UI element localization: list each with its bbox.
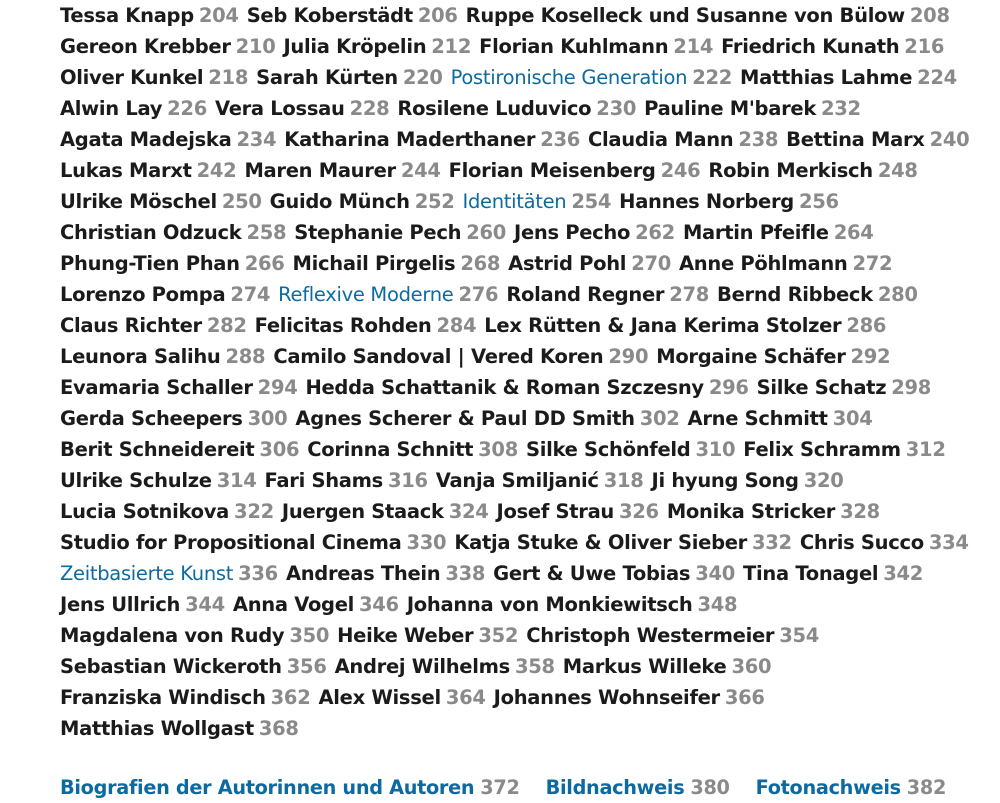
artist-name: Anna Vogel (232, 593, 355, 616)
page-number: 282 (206, 314, 247, 337)
page-number: 278 (669, 283, 710, 306)
index-line (60, 372, 980, 403)
page-number: 216 (904, 35, 945, 58)
artist-name: Franziska Windisch (60, 686, 266, 709)
artist-entry (265, 469, 428, 492)
artist-entry (282, 500, 489, 523)
page-number: 316 (387, 469, 428, 492)
artist-name: Florian Kuhlmann (479, 35, 669, 58)
page-number: 352 (478, 624, 519, 647)
artist-entry (436, 469, 644, 492)
artist-name: Studio for Propositional Cinema (60, 531, 402, 554)
artist-name: Gerda Scheepers (60, 407, 243, 430)
page-number: 224 (917, 66, 957, 89)
page-number: 322 (234, 500, 274, 523)
page-number: 206 (417, 4, 458, 27)
index-line (60, 651, 980, 682)
artist-name: Phung-Tien Phan (60, 252, 240, 275)
artist-name: Ji hyung Song (651, 469, 799, 492)
artist-entry (708, 159, 917, 182)
page-number: 324 (448, 500, 489, 523)
page-number: 244 (400, 159, 441, 182)
artist-entry (305, 376, 748, 399)
page-number: 280 (877, 283, 918, 306)
artist-entry (407, 593, 737, 616)
index-line (60, 248, 980, 279)
index-line (60, 310, 980, 341)
artist-name: Claus Richter (60, 314, 202, 337)
artist-entry (740, 66, 957, 89)
artist-entry (244, 159, 440, 182)
artist-name: Martin Pfeifle (682, 221, 829, 244)
page-number: 248 (877, 159, 918, 182)
back-matter-links (60, 772, 972, 803)
artist-name: Tina Tonagel (743, 562, 879, 585)
artist-name: Katja Stuke & Oliver Sieber (454, 531, 747, 554)
artist-name: Matthias Lahme (740, 66, 913, 89)
artist-name: Magdalena von Rudy (60, 624, 285, 647)
artist-name: Lorenzo Pompa (60, 283, 226, 306)
index-line (60, 589, 980, 620)
index-line (60, 341, 980, 372)
artist-name: Alwin Lay (60, 97, 163, 120)
artist-name: Hannes Norberg (619, 190, 794, 213)
artist-name: Lukas Marxt (60, 159, 192, 182)
artist-entry (60, 376, 297, 399)
artist-name: Sarah Kürten (256, 66, 398, 89)
artist-entry (60, 97, 207, 120)
artist-name: Markus Willeke (562, 655, 727, 678)
page-number: 238 (738, 128, 779, 151)
index-line (60, 527, 980, 558)
artist-entry (786, 128, 969, 151)
page-number: 348 (697, 593, 738, 616)
index-line (60, 279, 980, 310)
artist-entry (233, 593, 399, 616)
page-number: 226 (167, 97, 207, 120)
artist-entry (283, 35, 471, 58)
artist-name: Josef Strau (496, 500, 615, 523)
page-number: 232 (821, 97, 861, 120)
artist-name: Pauline M'barek (644, 97, 816, 120)
artist-entry (652, 469, 844, 492)
artist-name: Andreas Thein (285, 562, 441, 585)
artist-entry (60, 593, 225, 616)
back-matter-link[interactable] (60, 776, 520, 799)
artist-entry (60, 655, 327, 678)
artist-name: Silke Schönfeld (525, 438, 691, 461)
section-title[interactable]: Reflexive Moderne (278, 283, 454, 306)
artist-entry (60, 469, 257, 492)
artist-entry (60, 314, 247, 337)
page-number: 336 (238, 562, 278, 585)
artist-entry (60, 438, 299, 461)
page-number: 346 (359, 593, 399, 616)
page-number: 210 (235, 35, 276, 58)
index-line (60, 713, 980, 744)
artist-entry (60, 624, 329, 647)
artist-entry (337, 624, 518, 647)
page-number: 360 (731, 655, 772, 678)
artist-entry (717, 283, 918, 306)
artist-entry (484, 314, 886, 337)
index-line (60, 434, 980, 465)
artist-entry (508, 252, 671, 275)
artist-name: Lucia Sotnikova (60, 500, 230, 523)
artist-name: Ulrike Schulze (60, 469, 212, 492)
artist-name: Guido Münch (269, 190, 410, 213)
artist-entry (286, 562, 485, 585)
artist-name: Juergen Staack (281, 500, 444, 523)
page-number: 268 (460, 252, 501, 275)
page-number: 274 (230, 283, 271, 306)
page-number: 356 (286, 655, 327, 678)
artist-index-list (60, 0, 980, 744)
artist-entry (295, 407, 679, 430)
artist-entry (60, 221, 286, 244)
artist-entry (60, 159, 236, 182)
back-matter-link[interactable] (546, 776, 730, 799)
page-number: 300 (247, 407, 288, 430)
page-number: 364 (445, 686, 486, 709)
artist-entry (588, 128, 778, 151)
section-entry[interactable] (463, 190, 612, 213)
artist-entry (743, 562, 923, 585)
page-number: 284 (436, 314, 477, 337)
artist-entry (449, 159, 701, 182)
page-number: 240 (929, 128, 970, 151)
page-number: 328 (840, 500, 880, 523)
artist-entry (679, 252, 892, 275)
index-line (60, 31, 980, 62)
artist-entry (60, 66, 248, 89)
artist-entry (335, 655, 555, 678)
artist-name: Florian Meisenberg (448, 159, 656, 182)
page-number: 222 (692, 66, 732, 89)
artist-name: Michail Pirgelis (292, 252, 456, 275)
artist-name: Bettina Marx (786, 128, 925, 151)
artist-entry (60, 686, 310, 709)
artist-entry (526, 438, 735, 461)
artist-entry (60, 500, 274, 523)
artist-entry (494, 686, 765, 709)
page-number: 276 (458, 283, 499, 306)
page-number: 334 (928, 531, 969, 554)
artist-name: Berit Schneidereit (60, 438, 255, 461)
back-matter-title[interactable]: Bildnachweis (545, 776, 685, 799)
artist-entry (800, 531, 969, 554)
back-matter-title[interactable]: Fotonachweis (755, 776, 901, 799)
page-number: 320 (803, 469, 844, 492)
artist-name: Camilo Sandoval | Vered Koren (273, 345, 604, 368)
index-line (60, 217, 980, 248)
artist-name: Agata Madejska (60, 128, 232, 151)
artist-entry (60, 252, 285, 275)
page-number: 330 (406, 531, 447, 554)
artist-entry (60, 190, 262, 213)
section-title[interactable]: Identitäten (462, 190, 567, 213)
index-line (60, 62, 980, 93)
index-line (60, 496, 980, 527)
page-number: 234 (236, 128, 277, 151)
artist-name: Leunora Salihu (60, 345, 221, 368)
page-number: 264 (833, 221, 874, 244)
artist-entry (60, 717, 299, 740)
artist-name: Rosilene Luduvico (397, 97, 592, 120)
artist-name: Lex Rütten & Jana Kerima Stolzer (484, 314, 842, 337)
artist-entry (721, 35, 944, 58)
artist-entry (644, 97, 861, 120)
artist-entry (683, 221, 874, 244)
artist-name: Morgaine Schäfer (656, 345, 846, 368)
page-number: 252 (414, 190, 455, 213)
page-number: 246 (660, 159, 701, 182)
page-number: 380 (690, 776, 730, 799)
artist-name: Gert & Uwe Tobias (493, 562, 691, 585)
page-number: 266 (244, 252, 285, 275)
page-number: 290 (608, 345, 649, 368)
artist-name: Vanja Smiljanić (435, 469, 599, 492)
page-number: 310 (695, 438, 736, 461)
artist-name: Agnes Scherer & Paul DD Smith (295, 407, 635, 430)
page-number: 342 (883, 562, 924, 585)
page-number: 326 (619, 500, 659, 523)
index-line (60, 124, 980, 155)
artist-name: Corinna Schnitt (307, 438, 474, 461)
artist-name: Jens Ullrich (60, 593, 181, 616)
index-line (60, 465, 980, 496)
artist-entry (667, 500, 880, 523)
artist-entry (526, 624, 819, 647)
artist-name: Evamaria Schaller (60, 376, 253, 399)
page-number: 362 (270, 686, 311, 709)
artist-entry (656, 345, 890, 368)
artist-entry (506, 283, 709, 306)
page-number: 236 (540, 128, 580, 151)
index-line (60, 558, 980, 589)
artist-entry (256, 66, 443, 89)
page-number: 262 (635, 221, 675, 244)
artist-name: Arne Schmitt (687, 407, 828, 430)
artist-name: Matthias Wollgast (60, 717, 254, 740)
page-number: 272 (852, 252, 893, 275)
page-number: 314 (216, 469, 257, 492)
page-number: 366 (724, 686, 765, 709)
artist-name: Fari Shams (264, 469, 383, 492)
section-entry[interactable] (451, 66, 732, 89)
index-line (60, 620, 980, 651)
page-number: 288 (225, 345, 266, 368)
page-number: 302 (639, 407, 680, 430)
artist-name: Hedda Schattanik & Roman Szczesny (305, 376, 704, 399)
artist-entry (514, 221, 675, 244)
artist-name: Bernd Ribbeck (717, 283, 873, 306)
artist-entry (743, 438, 945, 461)
page-number: 306 (259, 438, 300, 461)
page-number: 368 (258, 717, 299, 740)
artist-entry (619, 190, 839, 213)
index-line (60, 155, 980, 186)
page-number: 254 (571, 190, 612, 213)
artist-name: Gereon Krebber (60, 35, 231, 58)
artist-name: Julia Kröpelin (283, 35, 427, 58)
artist-name: Chris Succo (799, 531, 924, 554)
artist-name: Heike Weber (337, 624, 474, 647)
page-number: 214 (673, 35, 714, 58)
artist-entry (397, 97, 636, 120)
artist-name: Ulrike Möschel (60, 190, 217, 213)
artist-name: Friedrich Kunath (721, 35, 900, 58)
page-number: 294 (257, 376, 298, 399)
artist-name: Katharina Maderthaner (284, 128, 536, 151)
page-number: 212 (431, 35, 472, 58)
artist-name: Andrej Wilhelms (334, 655, 510, 678)
page-number: 242 (196, 159, 237, 182)
page-number: 318 (603, 469, 644, 492)
artist-name: Felix Schramm (743, 438, 901, 461)
index-line (60, 186, 980, 217)
artist-entry (294, 221, 506, 244)
section-entry[interactable] (278, 283, 498, 306)
page-number: 358 (514, 655, 555, 678)
artist-entry (60, 345, 265, 368)
index-line (60, 682, 980, 713)
artist-name: Oliver Kunkel (60, 66, 204, 89)
page-number: 304 (832, 407, 873, 430)
artist-name: Ruppe Koselleck und Susanne von Bülow (465, 4, 905, 27)
page-number: 338 (445, 562, 486, 585)
page-number: 208 (909, 4, 950, 27)
artist-entry (688, 407, 873, 430)
artist-name: Christoph Westermeier (526, 624, 775, 647)
page-number: 292 (850, 345, 891, 368)
artist-name: Monika Stricker (666, 500, 836, 523)
artist-entry (479, 35, 713, 58)
page-number: 230 (596, 97, 637, 120)
page-number: 382 (906, 776, 947, 799)
page-number: 372 (480, 776, 520, 799)
artist-entry (60, 407, 287, 430)
artist-entry (60, 531, 446, 554)
artist-entry (60, 283, 270, 306)
artist-entry (497, 500, 659, 523)
page-number: 270 (631, 252, 672, 275)
artist-entry (493, 562, 735, 585)
section-title[interactable]: Postironische Generation (450, 66, 688, 89)
page-number: 340 (695, 562, 736, 585)
page-number: 228 (349, 97, 390, 120)
page-number: 296 (708, 376, 749, 399)
back-matter-link[interactable] (756, 776, 946, 799)
artist-entry (284, 128, 580, 151)
page-number: 344 (185, 593, 225, 616)
artist-entry (466, 4, 950, 27)
artist-entry (60, 4, 239, 27)
artist-name: Alex Wissel (318, 686, 441, 709)
page-number: 286 (846, 314, 887, 337)
page-number: 250 (221, 190, 262, 213)
artist-name: Silke Schatz (756, 376, 887, 399)
artist-name: Tessa Knapp (60, 4, 194, 27)
artist-entry (215, 97, 389, 120)
index-line (60, 403, 980, 434)
page-number: 260 (466, 221, 506, 244)
page-number: 350 (289, 624, 330, 647)
artist-name: Christian Odzuck (60, 221, 242, 244)
page-number: 308 (478, 438, 518, 461)
artist-entry (563, 655, 772, 678)
artist-name: Maren Maurer (244, 159, 396, 182)
page-number: 354 (779, 624, 820, 647)
page-number: 332 (752, 531, 792, 554)
artist-entry (60, 35, 275, 58)
artist-name: Seb Koberstädt (246, 4, 413, 27)
artist-name: Johanna von Monkiewitsch (406, 593, 693, 616)
artist-entry (255, 314, 477, 337)
page-number: 298 (891, 376, 932, 399)
artist-name: Claudia Mann (588, 128, 734, 151)
back-matter-title[interactable]: Biografien der Autorinnen und Autoren (60, 776, 475, 799)
artist-name: Anne Pöhlmann (679, 252, 848, 275)
artist-entry (318, 686, 485, 709)
artist-name: Felicitas Rohden (254, 314, 432, 337)
page-number: 220 (402, 66, 443, 89)
index-line (60, 93, 980, 124)
artist-name: Roland Regner (506, 283, 665, 306)
artist-name: Sebastian Wickeroth (60, 655, 282, 678)
artist-entry (757, 376, 931, 399)
page-number: 204 (198, 4, 239, 27)
artist-entry (307, 438, 518, 461)
artist-name: Stephanie Pech (294, 221, 462, 244)
artist-name: Vera Lossau (214, 97, 345, 120)
artist-entry (454, 531, 791, 554)
artist-name: Johannes Wohnseifer (493, 686, 720, 709)
artist-entry (293, 252, 501, 275)
page-number: 256 (798, 190, 839, 213)
index-line (60, 0, 980, 31)
section-title[interactable]: Zeitbasierte Kunst (60, 562, 234, 585)
artist-entry (270, 190, 455, 213)
page-number: 218 (208, 66, 249, 89)
artist-entry (273, 345, 648, 368)
artist-name: Robin Merkisch (708, 159, 873, 182)
artist-name: Jens Pecho (514, 221, 631, 244)
page-number: 312 (905, 438, 946, 461)
section-entry[interactable] (60, 562, 278, 585)
page-number: 258 (246, 221, 287, 244)
artist-entry (247, 4, 458, 27)
artist-entry (60, 128, 276, 151)
artist-name: Astrid Pohl (508, 252, 627, 275)
